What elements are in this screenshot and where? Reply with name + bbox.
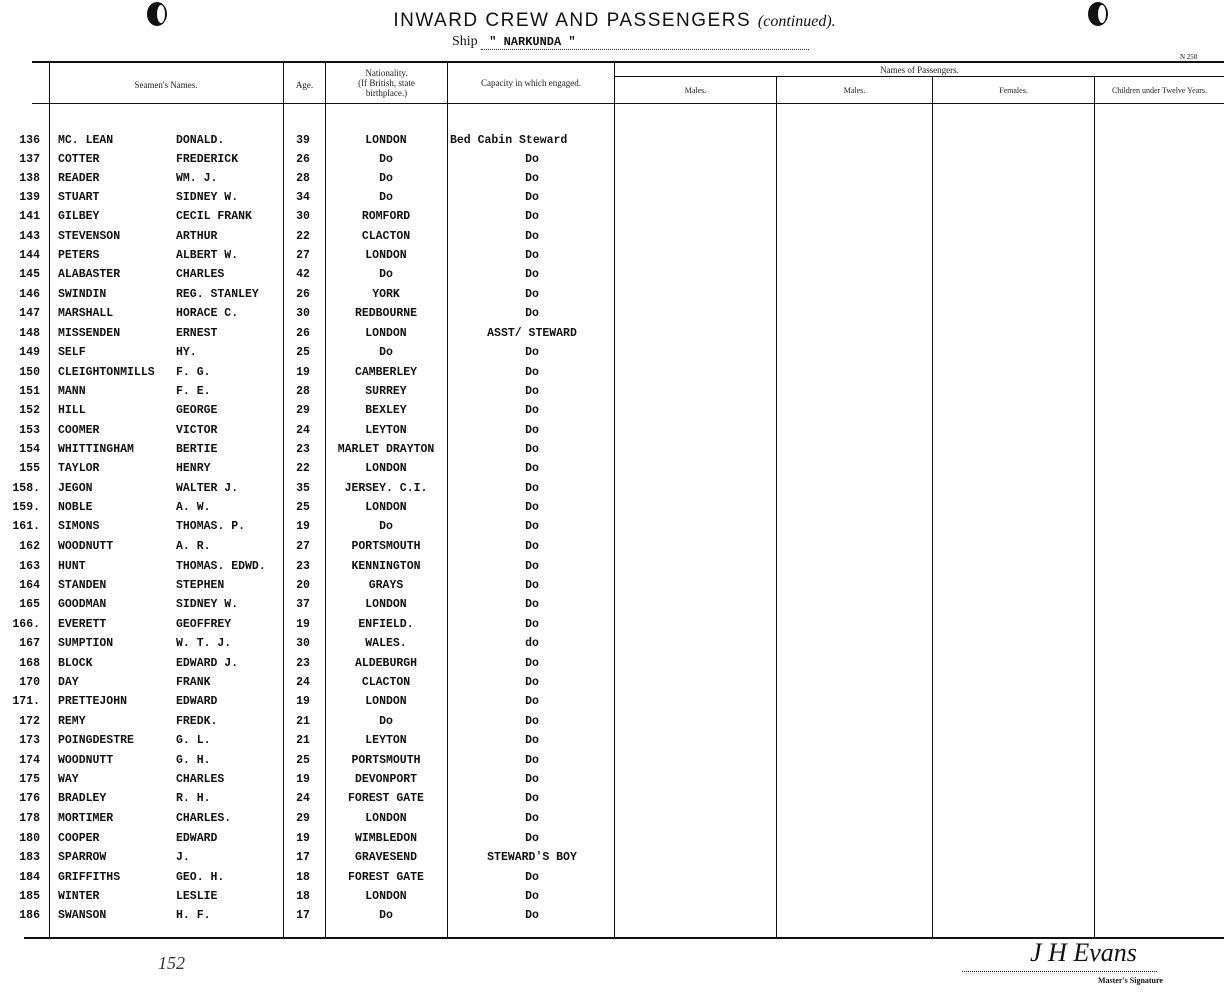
seaman-surname: HUNT [58, 560, 86, 573]
seaman-nationality: WIMBLEDON [354, 832, 418, 845]
seaman-given-names: G. H. [176, 754, 211, 767]
row-number: 186 [19, 909, 40, 922]
seaman-age: 22 [296, 230, 310, 243]
seaman-surname: READER [58, 172, 100, 185]
seaman-age: 29 [296, 404, 310, 417]
seaman-given-names: HORACE C. [176, 307, 239, 320]
seaman-nationality: BEXLEY [365, 404, 407, 417]
seaman-surname: MC. LEAN [58, 134, 114, 147]
row-number: 136 [19, 134, 40, 147]
header-nationality-line2: (If British, state [358, 78, 415, 88]
seaman-capacity: Do [525, 153, 539, 166]
seaman-surname: COTTER [58, 153, 100, 166]
seaman-age: 19 [296, 520, 310, 533]
seaman-given-names: ERNEST [176, 327, 218, 340]
seaman-surname: WOODNUTT [58, 540, 114, 553]
seaman-nationality: LONDON [365, 462, 407, 475]
seaman-surname: HILL [58, 404, 86, 417]
seaman-age: 37 [296, 598, 310, 611]
header-passengers: Names of Passengers. [880, 65, 959, 75]
seaman-age: 21 [296, 715, 310, 728]
row-number: 168 [19, 657, 40, 670]
seaman-nationality: ROMFORD [361, 210, 411, 223]
seaman-nationality: Do [379, 909, 393, 922]
seaman-capacity: Do [525, 424, 539, 437]
seaman-capacity: Do [525, 482, 539, 495]
seaman-nationality: WALES. [365, 637, 407, 650]
page-title [0, 10, 1229, 32]
header-bottom-rule [32, 103, 1224, 104]
table-top-rule [32, 61, 1224, 63]
row-number: 172 [19, 715, 40, 728]
seaman-nationality: REDBOURNE [354, 307, 418, 320]
header-age: Age. [295, 80, 314, 90]
seaman-capacity: Do [525, 657, 539, 670]
seaman-nationality: CLACTON [361, 230, 411, 243]
seaman-nationality: LONDON [365, 812, 407, 825]
seaman-given-names: BERTIE [176, 443, 218, 456]
seaman-age: 42 [296, 268, 310, 281]
seaman-given-names: STEPHEN [176, 579, 225, 592]
row-number: 145 [19, 268, 40, 281]
row-number: 138 [19, 172, 40, 185]
seaman-given-names: SIDNEY W. [176, 191, 239, 204]
row-number: 174 [19, 754, 40, 767]
seaman-nationality: LONDON [365, 598, 407, 611]
row-number: 149 [19, 346, 40, 359]
seaman-capacity: Do [525, 462, 539, 475]
seaman-surname: JEGON [58, 482, 93, 495]
seaman-nationality: Do [379, 191, 393, 204]
seaman-nationality: LONDON [365, 134, 407, 147]
seaman-surname: GOODMAN [58, 598, 107, 611]
seaman-nationality: FOREST GATE [348, 792, 424, 805]
seaman-capacity: Do [525, 618, 539, 631]
seaman-surname: CLEIGHTONMILLS [58, 366, 155, 379]
seaman-given-names: H. F. [176, 909, 211, 922]
seaman-nationality: SURREY [365, 385, 407, 398]
row-number: 150 [19, 366, 40, 379]
seaman-given-names: EDWARD [176, 832, 218, 845]
seaman-given-names: CHARLES [176, 773, 225, 786]
master-signature: J H Evans [1030, 938, 1137, 967]
row-number: 153 [19, 424, 40, 437]
seaman-nationality: GRAVESEND [354, 851, 418, 864]
seaman-given-names: EDWARD J. [176, 657, 239, 670]
row-number: 158. [12, 482, 40, 495]
seaman-age: 25 [296, 754, 310, 767]
signature-label: Master's Signature [1098, 976, 1163, 985]
seaman-age: 30 [296, 637, 310, 650]
seaman-capacity: Do [525, 191, 539, 204]
seaman-age: 27 [296, 540, 310, 553]
seaman-capacity: Do [525, 792, 539, 805]
header-nationality-line1: Nationality. [365, 68, 408, 78]
seaman-given-names: GEORGE [176, 404, 218, 417]
row-number: 155 [19, 462, 40, 475]
seaman-given-names: A. W. [176, 501, 211, 514]
seaman-capacity: Do [525, 754, 539, 767]
seaman-nationality: Do [379, 715, 393, 728]
seaman-nationality: CAMBERLEY [354, 366, 418, 379]
seaman-age: 26 [296, 153, 310, 166]
seaman-given-names: CHARLES. [176, 812, 232, 825]
seaman-nationality: PORTSMOUTH [351, 754, 421, 767]
seaman-capacity: Do [525, 288, 539, 301]
row-number: 163 [19, 560, 40, 573]
page-stamp-number: 152 [158, 953, 185, 973]
row-number: 151 [19, 385, 40, 398]
seaman-surname: SPARROW [58, 851, 107, 864]
seaman-age: 18 [296, 890, 310, 903]
row-number: 152 [19, 404, 40, 417]
seaman-surname: STANDEN [58, 579, 107, 592]
seaman-capacity: ASST/ STEWARD [487, 327, 577, 340]
seaman-surname: STEVENSON [58, 230, 121, 243]
seaman-surname: WOODNUTT [58, 754, 114, 767]
seaman-capacity: Do [525, 210, 539, 223]
col-rule [614, 62, 615, 938]
seaman-age: 19 [296, 695, 310, 708]
row-number: 175 [19, 773, 40, 786]
seaman-given-names: ARTHUR [176, 230, 218, 243]
seaman-age: 24 [296, 676, 310, 689]
header-males-1: Males. [684, 86, 707, 95]
passenger-subheader-rule [614, 76, 1224, 77]
seaman-age: 26 [296, 327, 310, 340]
seaman-given-names: WALTER J. [176, 482, 239, 495]
seaman-age: 22 [296, 462, 310, 475]
seaman-capacity: Do [525, 249, 539, 262]
row-number: 148 [19, 327, 40, 340]
seaman-age: 19 [296, 773, 310, 786]
seaman-surname: SWINDIN [58, 288, 107, 301]
seaman-surname: TAYLOR [58, 462, 100, 475]
seaman-surname: WINTER [58, 890, 100, 903]
seaman-given-names: R. H. [176, 792, 211, 805]
seaman-capacity: Do [525, 307, 539, 320]
seaman-given-names: FREDERICK [176, 153, 239, 166]
seaman-surname: STUART [58, 191, 100, 204]
row-number: 176 [19, 792, 40, 805]
seaman-surname: SELF [58, 346, 86, 359]
seaman-nationality: ALDEBURGH [354, 657, 418, 670]
seaman-age: 19 [296, 832, 310, 845]
row-number: 144 [19, 249, 40, 262]
row-number: 173 [19, 734, 40, 747]
seaman-given-names: ALBERT W. [176, 249, 239, 262]
seaman-age: 20 [296, 579, 310, 592]
seaman-capacity: Do [525, 385, 539, 398]
seaman-capacity: Do [525, 890, 539, 903]
seaman-nationality: GRAYS [368, 579, 404, 592]
seaman-nationality: MARLET DRAYTON [337, 443, 435, 456]
seaman-capacity: Bed Cabin Steward [450, 134, 568, 147]
seaman-nationality: CLACTON [361, 676, 411, 689]
row-number: 143 [19, 230, 40, 243]
row-number: 167 [19, 637, 40, 650]
seaman-capacity: STEWARD'S BOY [487, 851, 577, 864]
seaman-surname: PETERS [58, 249, 100, 262]
seaman-capacity: Do [525, 676, 539, 689]
seaman-capacity: Do [525, 773, 539, 786]
seaman-age: 28 [296, 385, 310, 398]
title-text: INWARD CREW AND PASSENGERS [393, 10, 752, 31]
form-number: N 250 [1180, 53, 1198, 61]
seaman-age: 19 [296, 618, 310, 631]
row-number: 137 [19, 153, 40, 166]
header-females: Females. [999, 86, 1028, 95]
signature-rule [962, 971, 1157, 973]
seaman-age: 23 [296, 443, 310, 456]
seaman-capacity: Do [525, 579, 539, 592]
col-rule [932, 76, 933, 938]
header-males-2: Males. [843, 86, 866, 95]
seaman-surname: DAY [58, 676, 79, 689]
seaman-given-names: LESLIE [176, 890, 218, 903]
col-rule [283, 62, 284, 938]
seaman-given-names: DONALD. [176, 134, 225, 147]
seaman-age: 18 [296, 871, 310, 884]
seaman-given-names: THOMAS. EDWD. [176, 560, 266, 573]
col-rule [447, 62, 448, 938]
seaman-given-names: FRANK [176, 676, 211, 689]
col-rule [1094, 76, 1095, 938]
seaman-surname: MANN [58, 385, 86, 398]
col-rule [776, 76, 777, 938]
seaman-given-names: HENRY [176, 462, 211, 475]
seaman-surname: PRETTEJOHN [58, 695, 128, 708]
seaman-capacity: Do [525, 172, 539, 185]
seaman-nationality: LONDON [365, 890, 407, 903]
seaman-surname: SUMPTION [58, 637, 114, 650]
seaman-surname: REMY [58, 715, 86, 728]
seaman-age: 30 [296, 307, 310, 320]
seaman-given-names: HY. [176, 346, 197, 359]
seaman-capacity: Do [525, 268, 539, 281]
seaman-capacity: Do [525, 812, 539, 825]
seaman-age: 19 [296, 366, 310, 379]
seaman-capacity: Do [525, 715, 539, 728]
seaman-age: 39 [296, 134, 310, 147]
seaman-given-names: GEOFFREY [176, 618, 232, 631]
header-nationality [326, 68, 447, 98]
row-number: 164 [19, 579, 40, 592]
seaman-surname: COOPER [58, 832, 100, 845]
seaman-capacity: Do [525, 230, 539, 243]
seaman-surname: WHITTINGHAM [58, 443, 134, 456]
seaman-age: 23 [296, 560, 310, 573]
seaman-given-names: VICTOR [176, 424, 218, 437]
seaman-age: 25 [296, 346, 310, 359]
row-number: 165 [19, 598, 40, 611]
row-number: 171. [12, 695, 40, 708]
seaman-given-names: A. R. [176, 540, 211, 553]
seaman-nationality: FOREST GATE [348, 871, 424, 884]
seaman-age: 23 [296, 657, 310, 670]
seaman-given-names: CHARLES [176, 268, 225, 281]
seaman-capacity: Do [525, 695, 539, 708]
seaman-nationality: LONDON [365, 327, 407, 340]
seaman-capacity: Do [525, 560, 539, 573]
seaman-surname: SWANSON [58, 909, 107, 922]
seaman-given-names: THOMAS. P. [176, 520, 246, 533]
seaman-age: 17 [296, 851, 310, 864]
seaman-nationality: Do [379, 520, 393, 533]
col-rule [49, 62, 50, 938]
header-capacity: Capacity in which engaged. [481, 78, 581, 88]
row-number: 184 [19, 871, 40, 884]
seaman-nationality: Do [379, 346, 393, 359]
seaman-surname: SIMONS [58, 520, 100, 533]
seaman-age: 26 [296, 288, 310, 301]
row-number: 183 [19, 851, 40, 864]
header-seamens-names: Seamen's Names. [134, 80, 198, 90]
seaman-capacity: Do [525, 520, 539, 533]
seaman-age: 24 [296, 424, 310, 437]
seaman-capacity: do [525, 637, 539, 650]
seaman-age: 30 [296, 210, 310, 223]
seaman-nationality: LEYTON [365, 424, 407, 437]
ship-label: Ship [452, 34, 478, 49]
row-number: 147 [19, 307, 40, 320]
seaman-nationality: LONDON [365, 249, 407, 262]
seaman-age: 28 [296, 172, 310, 185]
seaman-capacity: Do [525, 366, 539, 379]
seaman-nationality: DEVONPORT [354, 773, 418, 786]
row-number: 139 [19, 191, 40, 204]
seaman-nationality: Do [379, 268, 393, 281]
seaman-surname: MORTIMER [58, 812, 114, 825]
ship-line [452, 34, 809, 50]
row-number: 178 [19, 812, 40, 825]
row-number: 180 [19, 832, 40, 845]
title-suffix: (continued). [757, 13, 836, 30]
seaman-capacity: Do [525, 832, 539, 845]
seaman-surname: MISSENDEN [58, 327, 121, 340]
seaman-capacity: Do [525, 404, 539, 417]
seaman-given-names: G. L. [176, 734, 211, 747]
seaman-capacity: Do [525, 443, 539, 456]
seaman-age: 29 [296, 812, 310, 825]
seaman-capacity: Do [525, 540, 539, 553]
row-number: 154 [19, 443, 40, 456]
seaman-capacity: Do [525, 734, 539, 747]
seaman-surname: NOBLE [58, 501, 93, 514]
seaman-age: 24 [296, 792, 310, 805]
seaman-surname: POINGDESTRE [58, 734, 134, 747]
seaman-nationality: Do [379, 172, 393, 185]
seaman-surname: GILBEY [58, 210, 100, 223]
seaman-nationality: ENFIELD. [358, 618, 414, 631]
row-number: 159. [12, 501, 40, 514]
seaman-nationality: KENNINGTON [351, 560, 421, 573]
seaman-surname: BRADLEY [58, 792, 107, 805]
seaman-nationality: PORTSMOUTH [351, 540, 421, 553]
seaman-capacity: Do [525, 909, 539, 922]
seaman-given-names: GEO. H. [176, 871, 225, 884]
seaman-surname: COOMER [58, 424, 100, 437]
header-children: Children under Twelve Years. [1111, 86, 1208, 95]
seaman-surname: GRIFFITHS [58, 871, 121, 884]
ship-name: " NARKUNDA " [481, 35, 809, 50]
seaman-surname: MARSHALL [58, 307, 114, 320]
seaman-given-names: J. [176, 851, 190, 864]
seaman-surname: EVERETT [58, 618, 107, 631]
seaman-given-names: W. T. J. [176, 637, 232, 650]
seaman-age: 25 [296, 501, 310, 514]
row-number: 146 [19, 288, 40, 301]
seaman-given-names: CECIL FRANK [176, 210, 252, 223]
seaman-capacity: Do [525, 501, 539, 514]
header-nationality-line3: birthplace.) [365, 88, 408, 98]
row-number: 166. [12, 618, 40, 631]
seaman-age: 35 [296, 482, 310, 495]
row-number: 185 [19, 890, 40, 903]
seaman-capacity: Do [525, 598, 539, 611]
seaman-given-names: F. G. [176, 366, 211, 379]
seaman-given-names: F. E. [176, 385, 211, 398]
seaman-given-names: SIDNEY W. [176, 598, 239, 611]
seaman-given-names: FREDK. [176, 715, 218, 728]
seaman-age: 21 [296, 734, 310, 747]
seaman-nationality: LONDON [365, 695, 407, 708]
seaman-age: 34 [296, 191, 310, 204]
seaman-age: 17 [296, 909, 310, 922]
seaman-nationality: Do [379, 153, 393, 166]
seaman-capacity: Do [525, 871, 539, 884]
seaman-capacity: Do [525, 346, 539, 359]
seaman-surname: ALABASTER [58, 268, 121, 281]
seaman-surname: BLOCK [58, 657, 93, 670]
seaman-nationality: LONDON [365, 501, 407, 514]
row-number: 161. [12, 520, 40, 533]
seaman-given-names: REG. STANLEY [176, 288, 259, 301]
seaman-nationality: LEYTON [365, 734, 407, 747]
seaman-given-names: EDWARD [176, 695, 218, 708]
row-number: 162 [19, 540, 40, 553]
seaman-age: 27 [296, 249, 310, 262]
seaman-nationality: JERSEY. C.I. [344, 482, 428, 495]
row-number: 170 [19, 676, 40, 689]
seaman-nationality: YORK [372, 288, 400, 301]
seaman-surname: WAY [58, 773, 79, 786]
row-number: 141 [19, 210, 40, 223]
seaman-given-names: WM. J. [176, 172, 218, 185]
